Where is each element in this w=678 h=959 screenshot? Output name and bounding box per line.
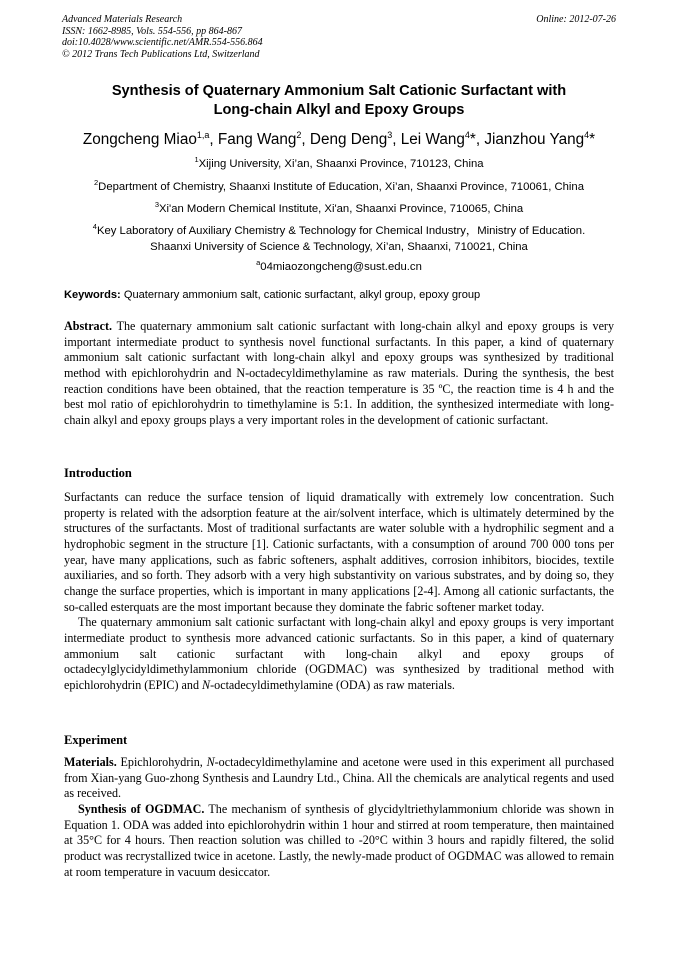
author-separator: , xyxy=(392,131,401,148)
experiment-body xyxy=(64,755,614,880)
affiliation-3: $^3$Xi'an Modern Chemical Institute, Xi'an, Shaanxi Province, 710065, China xyxy=(154,200,524,215)
author xyxy=(83,131,218,148)
paper-title xyxy=(40,82,638,120)
doi-line: doi:10.4028/www.scientific.net/AMR.554-556.864 xyxy=(62,37,263,48)
affiliation-1: $^1$Xijing University, Xi’an, Shaanxi Province, 710123, China xyxy=(194,155,484,170)
author xyxy=(401,131,485,148)
author-name: Fang Wang xyxy=(217,131,297,148)
author-affiliation-sup: 4 xyxy=(464,129,470,140)
author-name: Jianzhou Yang xyxy=(484,131,585,148)
introduction-paragraph-2: The quaternary ammonium salt cationic surfactant with long-chain alkyl and epoxy groups is very important intermediate product to synthesis more advanced cationic surfactants. So in this paper, a kind of quaternary ammonium salt cationic surfactant with long-chain alkyl and epoxy groups of octadecylglycidyldimethylammonium chloride (OGDMAC) was synthesized by traditional method with epichlorohydrin (EPIC) and N-octadecyldimethylamine (ODA) as raw materials. xyxy=(64,615,614,692)
author-name: Zongcheng Miao xyxy=(82,131,197,148)
introduction-paragraph-1: Surfactants can reduce the surface tension of liquid dramatically with extremely low concentration. Such property is related with the adsorption feature at the air/solvent interface, which is ultimately determined by the structures of the surfactants. Most of traditional surfactants are water soluble with a hydrophilic segment and a hydrophobic segment in the structure [1]. Cationic surfactants, with a consumption of around 700 000 tons per year, have many applications, such as fabric softeners, asphalt additives, corrosion inhibitors, biocides, textile auxiliaries, and so forth. They adsorb with a very high substantivity on various substrates, and by doing so, they change the surface properties, which is important in many applications [2-4]. Among all cationic surfactants, the so-called esterquats are the most important because they dominate the fabric softener market today. xyxy=(64,490,614,614)
title-line-2: Long-chain Alkyl and Epoxy Groups xyxy=(213,102,465,118)
introduction-heading: Introduction xyxy=(64,466,132,480)
corresponding-email: $^a$04miaozongcheng@sust.edu.cn xyxy=(256,258,422,273)
abstract-text: The quaternary ammonium salt cationic surfactant with long-chain alkyl and epoxy groups is very important intermediate product to synthesis novel functional surfactants. In this paper, a kind of quaternary ammonium salt cationic surfactant with long-chain alkyl and epoxy groups was synthesized by traditional method with epichlorohydrin and N-octadecyldimethylamine as raw materials. During the synthesis, the best reaction conditions have been obtained, that the reaction temperature is 35 ºC, the reaction time is 4 h and the best mol ratio of epichlorohydrin to timethylamine is 5:1. In addition, the synthesized intermediate with long-chain alkyl and epoxy groups plays a very important roles in the development of cationic surfactant. xyxy=(64,319,615,427)
abstract-label: Abstract. xyxy=(64,319,113,333)
author-affiliation-sup: 2 xyxy=(296,129,302,140)
author-name: Lei Wang xyxy=(400,131,465,148)
author xyxy=(218,131,310,148)
affiliation-4: $^4$Key Laboratory of Auxiliary Chemistry & Technology for Chemical Industry，Ministry of Education. xyxy=(92,222,586,237)
author-affiliation-sup: 1,a xyxy=(196,129,210,140)
affiliation-2: $^2$Department of Chemistry, Shaanxi Institute of Education, Xi’an, Shaanxi Province, 710061, China xyxy=(94,178,584,193)
author-separator: , xyxy=(209,131,218,148)
journal-name: Advanced Materials Research xyxy=(62,14,183,25)
issn-line: ISSN: 1662-8985, Vols. 554-556, pp 864-867 xyxy=(62,25,242,37)
introduction-body xyxy=(64,490,614,694)
author-separator: , xyxy=(301,131,310,148)
keywords-text: Quaternary ammonium salt, cationic surfactant, alkyl group, epoxy group xyxy=(123,289,481,301)
abstract xyxy=(64,319,614,429)
affiliation-4-line-2: Shaanxi University of Science & Technology, Xi’an, Shaanxi, 710021, China xyxy=(150,241,528,253)
keywords xyxy=(64,288,616,303)
copyright-line: © 2012 Trans Tech Publications Ltd, Switzerland xyxy=(62,48,260,60)
author xyxy=(484,131,595,148)
experiment-heading: Experiment xyxy=(64,733,128,747)
running-header xyxy=(62,14,616,60)
author-name: Deng Deng xyxy=(309,131,388,148)
corresponding-author-mark: * xyxy=(589,131,596,148)
online-date: Online: 2012-07-26 xyxy=(536,14,616,25)
author-separator: , xyxy=(475,131,485,148)
materials-paragraph: Materials. Epichlorohydrin, N-octadecyldimethylamine and acetone were used in this experiment all purchased from Xian-yang Guo-zhong Synthesis and Laundry Ltd., China. All the chemicals are analytical regents and used as received. xyxy=(64,755,614,801)
keywords-label: Keywords: xyxy=(64,289,121,301)
author-list xyxy=(30,130,648,150)
author-affiliation-sup: 3 xyxy=(387,129,393,140)
synthesis-paragraph: Synthesis of OGDMAC. The mechanism of synthesis of glycidyltriethylammonium chloride was shown in Equation 1. ODA was added into epichlorohydrin within 1 hour and stirred at room temperature, then maintained at 35°C for 4 hours. Then reaction solution was chilled to -20°C within 3 hours and rapidly filtered, the solid product was recrystallized twice in acetone. Lastly, the newly-made product of OGDMAC was allowed to remain at room temperature in vacuum desiccator. xyxy=(64,801,615,879)
title-line-1: Synthesis of Quaternary Ammonium Salt Cationic Surfactant with xyxy=(111,83,567,99)
corresponding-author-mark: * xyxy=(469,131,476,148)
author-affiliation-sup: 4 xyxy=(584,129,590,140)
author xyxy=(310,131,401,148)
